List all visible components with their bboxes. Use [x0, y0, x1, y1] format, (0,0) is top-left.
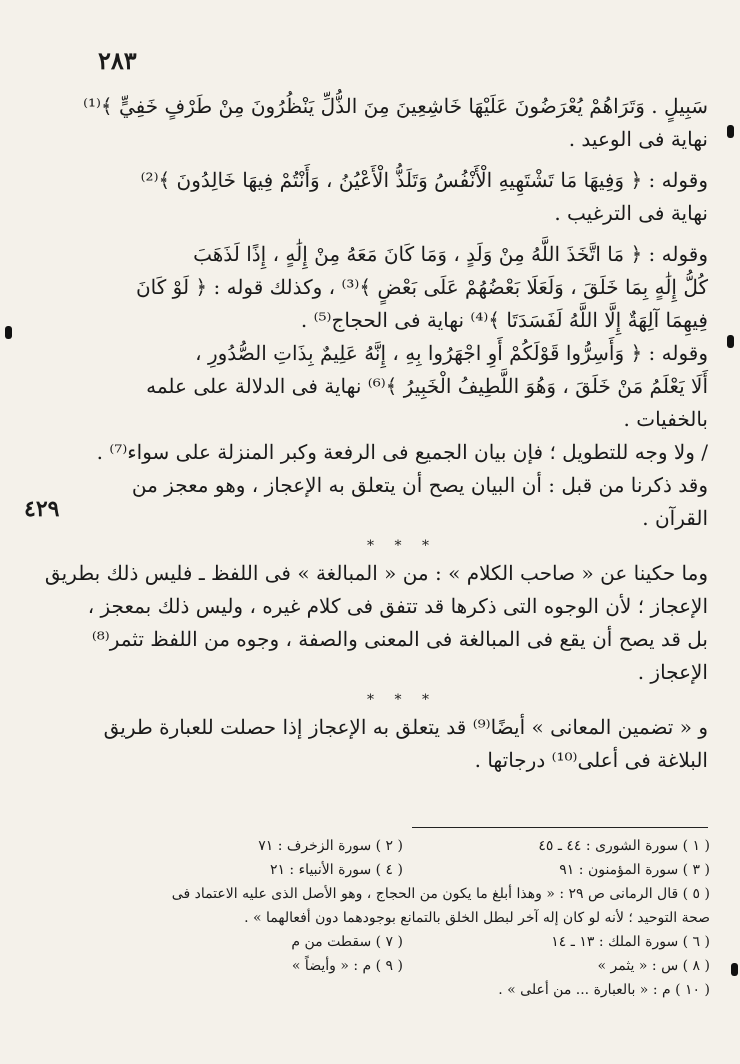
footnote: ( ٨ ) س : « يثمر »: [597, 958, 710, 974]
footnote: ( ٩ ) م : « وأيضاً »: [291, 958, 403, 974]
text-line: / ولا وجه للتطويل ؛ فإن بيان الجميع فى الرفعة وكبر المنزلة على سواء⁽⁷⁾ .: [96, 440, 708, 464]
margin-dot-icon: [5, 326, 12, 339]
text-line: البلاغة فى أعلى⁽¹⁰⁾ درجاتها .: [474, 748, 708, 772]
section-separator: * * *: [367, 538, 437, 554]
footnote: ( ١٠ ) م : « بالعبارة ... من أعلى » .: [498, 982, 710, 998]
text-line: أَلَا يَعْلَمُ مَنْ خَلَقَ ، وَهُوَ اللَّطِيفُ الْخَبِيرُ ﴾⁽⁶⁾ نهاية فى الدلالة على علمه: [146, 374, 708, 398]
text-line: و « تضمين المعانى » أيضًا⁽⁹⁾ قد يتعلق به الإعجاز إذا حصلت للعبارة طريق: [103, 715, 708, 739]
footnote: ( ٥ ) قال الرمانى ص ٢٩ : « وهذا أبلغ ما يكون من الحجاج ، وهو الأصل الذى عليه الاعتماد فى: [171, 886, 710, 902]
footnote: ( ٦ ) سورة الملك : ١٣ ـ ١٤: [551, 934, 710, 950]
text-line: فِيهِمَا آلِهَةٌ إِلَّا اللَّهُ لَفَسَدَتَا ﴾⁽⁴⁾ نهاية فى الحجاج⁽⁵⁾ .: [300, 308, 708, 332]
footnote: ( ٣ ) سورة المؤمنون : ٩١: [559, 862, 710, 878]
margin-dot-icon: [731, 963, 738, 976]
margin-dot-icon: [727, 335, 734, 348]
footnote: ( ٢ ) سورة الزخرف : ٧١: [258, 838, 403, 854]
text-line: وما حكينا عن « صاحب الكلام » : من « المبالغة » فى اللفظ ـ فليس ذلك بطريق: [44, 561, 708, 585]
text-line: وقوله : ﴿ وَأَسِرُّوا قَوْلَكُمْ أَوِ اجْهَرُوا بِهِ ، إِنَّهُ عَلِيمٌ بِذَاتِ الصُّدُورِ ،: [195, 341, 708, 365]
text-line: نهاية فى الترغيب .: [554, 201, 708, 225]
main-text: [44, 90, 708, 777]
footnotes: [96, 834, 710, 1002]
text-line: الإعجاز ؛ لأن الوجوه التى ذكرها قد تتفق فى كلام غيره ، وليس ذلك بمعجز ،: [87, 594, 708, 618]
text-line: القرآن .: [642, 506, 708, 530]
text-line: بل قد يصح أن يقع فى المبالغة فى المعنى والصفة ، وجوه من اللفظ تثمر⁽⁸⁾: [91, 627, 708, 651]
footnote: ( ١ ) سورة الشورى : ٤٤ ـ ٤٥: [538, 838, 710, 854]
margin-dot-icon: [727, 125, 734, 138]
text-line: وقوله : ﴿ وَفِيهَا مَا تَشْتَهِيهِ الْأَنْفُسُ وَتَلَذُّ الْأَعْيُنُ ، وَأَنْتُمْ فِيهَا خَالِدُونَ ﴾⁽²⁾: [140, 168, 708, 192]
footnote: ( ٤ ) سورة الأنبياء : ٢١: [269, 862, 403, 878]
text-line: وقوله : ﴿ مَا اتَّخَذَ اللَّهُ مِنْ وَلَدٍ ، وَمَا كَانَ مَعَهُ مِنْ إِلَٰهٍ ، إِذًا لَذَهَبَ: [193, 242, 708, 266]
margin-reference-number: ٤٢٩: [24, 496, 60, 522]
text-line: الإعجاز .: [637, 660, 708, 684]
text-line: سَبِيلٍ . وَتَرَاهُمْ يُعْرَضُونَ عَلَيْهَا خَاشِعِينَ مِنَ الذُّلِّ يَنْظُرُونَ مِنْ طَرْفٍ خَفِيٍّ ﴾⁽¹⁾: [83, 94, 708, 118]
footnote: صحة التوحيد ؛ لأنه لو كان إله آخر لبطل الخلق بالتمانع بوجودهما دون أفعالهما » .: [244, 910, 710, 926]
text-line: بالخفيات .: [623, 407, 708, 431]
page-number: ٢٨٣: [98, 46, 137, 75]
footnote: ( ٧ ) سقطت من م: [291, 934, 403, 950]
text-line: نهاية فى الوعيد .: [568, 127, 708, 151]
text-line: كُلُّ إِلَٰهٍ بِمَا خَلَقَ ، وَلَعَلَا بَعْضُهُمْ عَلَى بَعْضٍ ﴾⁽³⁾ ، وكذلك قوله : ﴿ لَوْ كَانَ: [135, 275, 708, 299]
section-separator: * * *: [367, 692, 437, 708]
text-line: وقد ذكرنا من قبل : أن البيان يصح أن يتعلق به الإعجاز ، وهو معجز من: [131, 473, 708, 497]
footnote-rule: [412, 827, 708, 828]
